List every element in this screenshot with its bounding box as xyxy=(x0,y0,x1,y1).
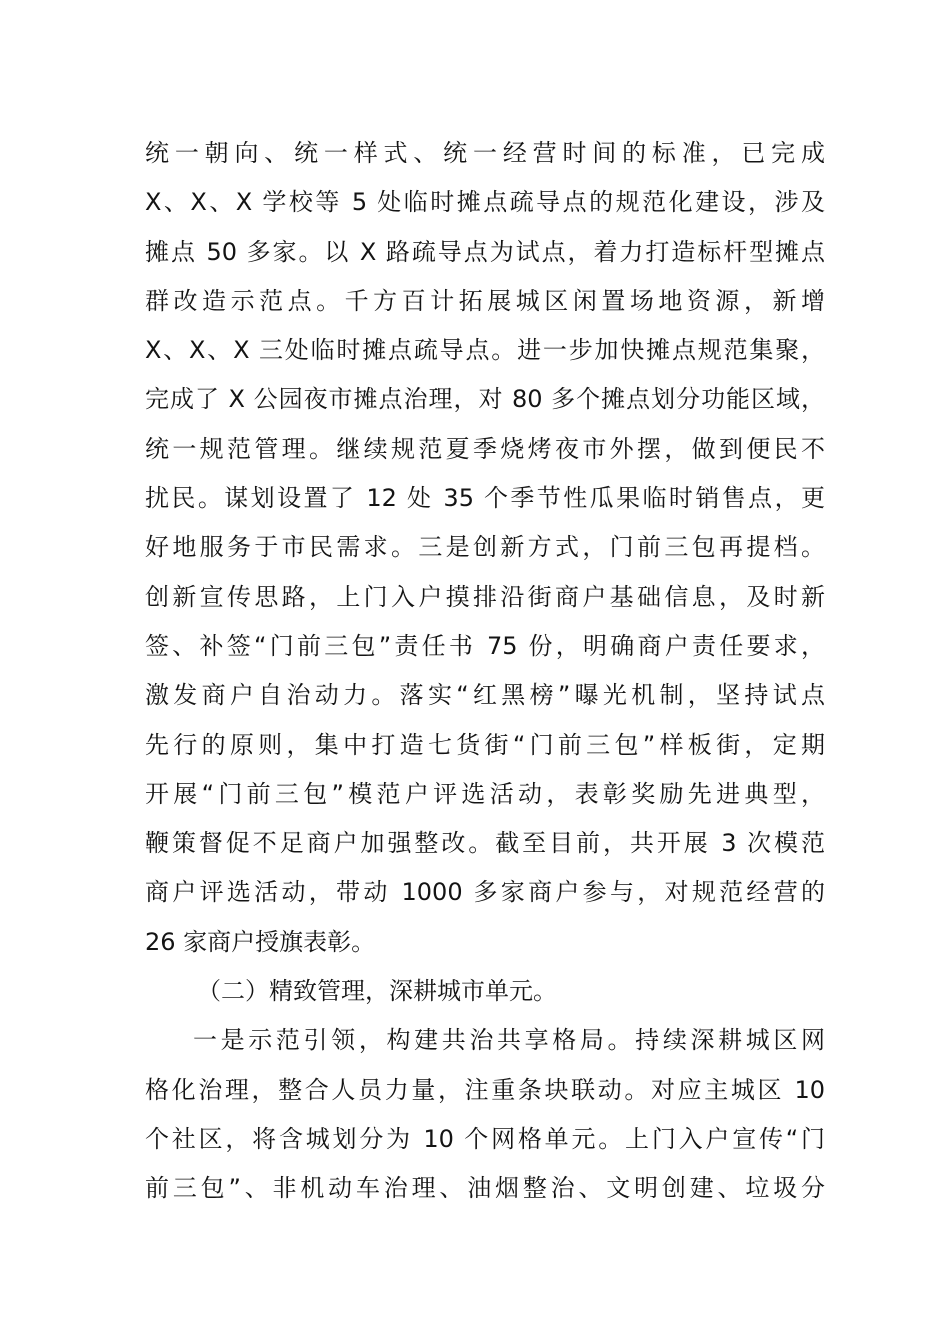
text-line: 开展“门前三包”模范户评选活动，表彰奖励先进典型， xyxy=(145,779,825,808)
section-heading: （二）精致管理，深耕城市单元。 xyxy=(197,977,557,1006)
text-line: 先行的原则，集中打造七货街“门前三包”样板街，定期 xyxy=(145,730,825,759)
text-line: 群改造示范点。千方百计拓展城区闲置场地资源，新增 xyxy=(145,286,825,315)
text-line: X、X、X 三处临时摊点疏导点。进一步加快摊点规范集聚， xyxy=(145,336,825,365)
text-line: X、X、X 学校等 5 处临时摊点疏导点的规范化建设，涉及 xyxy=(145,188,825,217)
text-line: 好地服务于市民需求。三是创新方式，门前三包再提档。 xyxy=(145,533,825,562)
paragraph-end-line: 26 家商户授旗表彰。 xyxy=(145,927,376,956)
text-line: 格化治理，整合人员力量，注重条块联动。对应主城区 10 xyxy=(145,1075,825,1104)
text-line: 商户评选活动，带动 1000 多家商户参与，对规范经营的 xyxy=(145,878,825,907)
body-text xyxy=(145,129,825,1214)
text-line: 个社区，将含城划分为 10 个网格单元。上门入户宣传“门 xyxy=(145,1124,825,1153)
text-line: 签、补签“门前三包”责任书 75 份，明确商户责任要求， xyxy=(145,631,825,660)
text-line: 激发商户自治动力。落实“红黑榜”曝光机制，坚持试点 xyxy=(145,681,825,710)
text-line: 前三包”、非机动车治理、油烟整治、文明创建、垃圾分 xyxy=(145,1174,825,1203)
paragraph-start-line: 一是示范引领，构建共治共享格局。持续深耕城区网 xyxy=(193,1026,825,1055)
text-line: 摊点 50 多家。以 X 路疏导点为试点，着力打造标杆型摊点 xyxy=(145,237,825,266)
text-line: 统一规范管理。继续规范夏季烧烤夜市外摆，做到便民不 xyxy=(145,434,825,463)
text-line: 创新宣传思路，上门入户摸排沿街商户基础信息，及时新 xyxy=(145,582,825,611)
text-line: 完成了 X 公园夜市摊点治理，对 80 多个摊点划分功能区域， xyxy=(145,385,825,414)
text-line: 扰民。谋划设置了 12 处 35 个季节性瓜果临时销售点，更 xyxy=(145,484,825,513)
text-line: 统一朝向、统一样式、统一经营时间的标准，已完成 xyxy=(145,139,825,167)
text-line: 鞭策督促不足商户加强整改。截至目前，共开展 3 次模范 xyxy=(145,829,825,858)
